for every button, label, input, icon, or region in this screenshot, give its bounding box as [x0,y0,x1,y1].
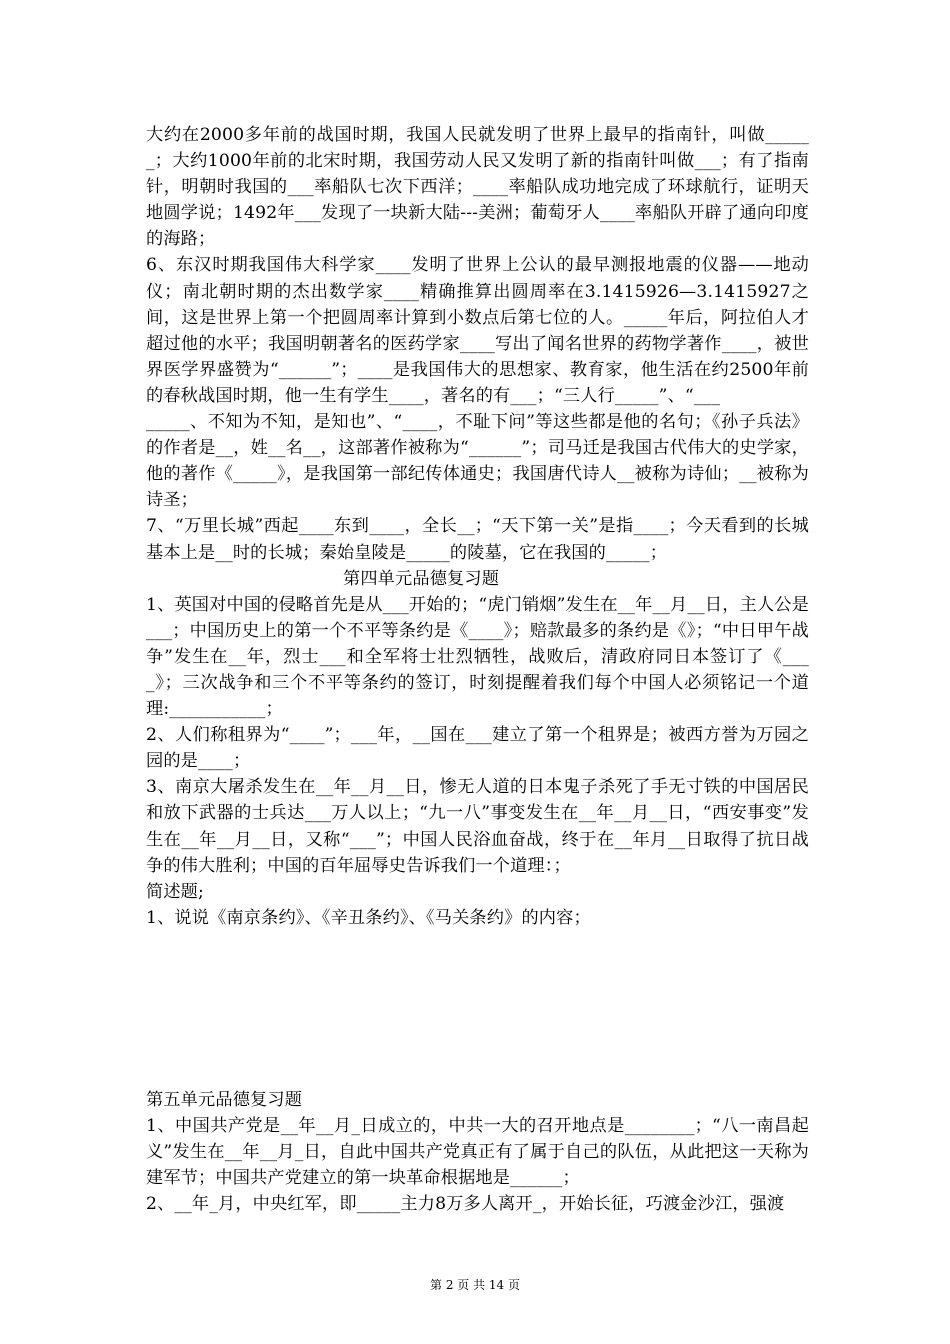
paragraph-compass: 大约在2000多年前的战国时期，我国人民就发明了世界上最早的指南针，叫做______；大约1000年前的北宋时期，我国劳动人民又发明了新的指南针叫做___；有了指南针，明朝时我国的___率船队七次下西洋；____率船队成功地完成了环球航行，证明天地圆学说；1492年___发现了一块新大陆---美洲；葡萄牙人____率船队开辟了通向印度的海路； [146,125,809,250]
short-answer-heading: 简述题; [146,881,204,902]
section4-q2: 2、人们称租界为“____”；___年，__国在___建立了第一个租界是；被西方誉为万园之园的是____； [146,725,809,772]
paragraph-q6: 6、东汉时期我国伟大科学家____发明了世界上公认的最早测报地震的仪器——地动仪；南北朝时期的杰出数学家____精确推算出圆周率在3.1415926—3.1415927之间，这是世界上第一个把圆周率计算到小数点后第七位的人。_____年后，阿拉伯人才超过他的水平；我国明朝著名的医药学家____写出了闻名世界的药物学著作____，被世界医学界盛赞为“______”；____是我国伟大的思想家、教育家，他生活在约2500年前的春秋战国时期，他一生有学生____，著名的有___；“三人行_____”、“___ [146,255,809,406]
section4-q1: 1、英国对中国的侵略首先是从___开始的；“虎门销烟”发生在__年__月__日，主人公是___；中国历史上的第一个不平等条约是《____》；赔款最多的条约是《》；“中日甲午战争”发生在__年，烈士___和全军将士壮烈牺牲，战败后，清政府同日本签订了《____》；三次战争和三个不平等条约的签订，时刻提醒着我们每个中国人必须铭记一个道理:___________； [146,594,809,720]
section-4-title: 第四单元品德复习题 [343,568,500,589]
answer-space [146,931,809,1087]
paragraph-q6-cont: _____、不知为不知，是知也”、“____，不耻下问”等这些都是他的名句；《孙子兵法》的作者是__，姓__名__，这部著作被称为“______”；司马迁是我国古代伟大的史学家，他的著作《_____》，是我国第一部纪传体通史；我国唐代诗人__被称为诗仙；__被称为诗圣； [146,412,809,511]
document-body [146,122,809,1217]
section4-q3: 3、南京大屠杀发生在__年__月__日，惨无人道的日本鬼子杀死了手无寸铁的中国居民和放下武器的士兵达___万人以上；“九一八”事变发生在__年__月__日，“西安事变”发生在__年__月__日，又称“___”；中国人民浴血奋战，终于在__年月__日取得了抗日战争的伟大胜利；中国的百年屈辱史告诉我们一个道理：； [146,777,809,876]
short-answer-q1: 1、说说《南京条约》、《辛丑条约》、《马关条约》的内容； [146,907,591,928]
section5-q2: 2、__年_月，中央红军，即_____主力8万多人离开_，开始长征，巧渡金沙江，强渡 [146,1194,785,1215]
section5-q1: 1、中国共产党是__年__月_日成立的，中共一大的召开地点是________；“八一南昌起义”发生在__年__月_日，自此中国共产党真正有了属于自己的队伍，从此把这一天称为建军节；中国共产党建立的第一块革命根据地是______； [146,1116,809,1189]
page-footer: 第 2 页 共 14 页 [430,1278,520,1292]
paragraph-q7: 7、“万里长城”西起____东到____，全长__；“天下第一关”是指____；今天看到的长城基本上是__时的长城；秦始皇陵是_____的陵墓，它在我国的_____； [146,516,809,563]
section-5-title: 第五单元品德复习题 [146,1089,303,1110]
